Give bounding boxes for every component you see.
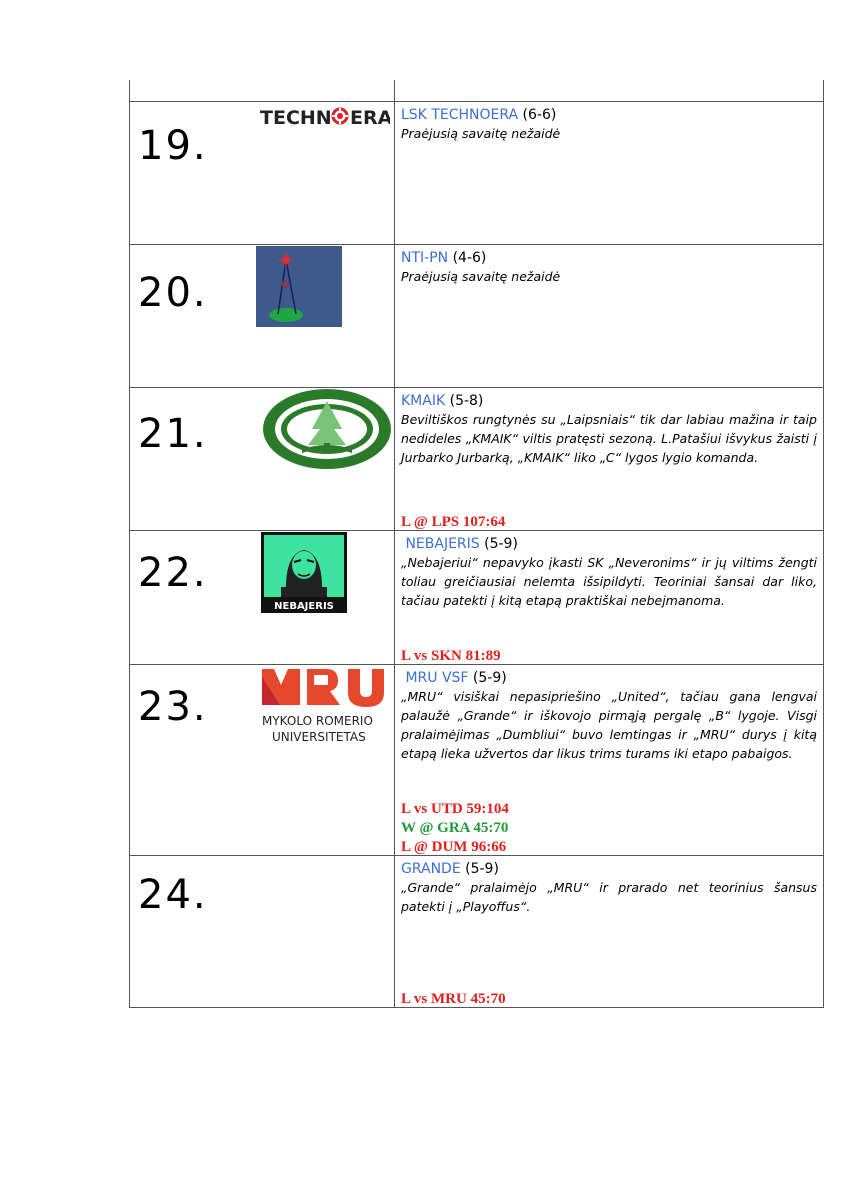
team-heading xyxy=(401,106,817,124)
team-description: „MRU“ visiškai nepasipriešino „United“, tačiau gana lengvai palaužė „Grande“ ir iškovojo pirmąją pergalę „B“ lygoje. Visgi pralaimėjimas „Dumbliui“ buvo lemtingas ir „MRU“ durys į kitą etapą lieka užvertos dar likus trims turams iki etapo pabaigos. xyxy=(401,689,817,761)
team-name: NTI-PN xyxy=(401,250,449,266)
column-divider xyxy=(394,245,395,387)
team-record: (5-9) xyxy=(460,861,499,877)
team-record: (6-6) xyxy=(518,107,557,123)
mru-logo-line2: UNIVERSITETAS xyxy=(272,730,366,744)
team-heading xyxy=(401,860,817,878)
column-divider xyxy=(394,388,395,530)
column-divider xyxy=(394,665,395,855)
team-description: Praėjusią savaitę nežaidė xyxy=(401,126,561,141)
team-description: „Nebajeriui“ nepavyko įkasti SK „Neveronims“ ir jų viltims žengti toliau greičiausiai nelemta išsipildyti. Teoriniai šansai dar liko, tačiau patekti į kitą etapą praktiškai nebejmanoma. xyxy=(401,555,817,608)
game-result: W @ GRA 45:70 xyxy=(401,820,509,836)
kmaik-seal-logo xyxy=(262,389,392,470)
game-result: L vs UTD 59:104 xyxy=(401,801,509,817)
team-record: (5-8) xyxy=(445,393,484,409)
rank-number: 23. xyxy=(138,684,208,730)
team-record: (5-9) xyxy=(468,670,507,686)
team-info xyxy=(401,669,817,853)
team-description: Praėjusią savaitę nežaidė xyxy=(401,269,561,284)
team-record: (4-6) xyxy=(448,250,487,266)
column-divider xyxy=(394,80,395,101)
logo-caption: NEBAJERIS xyxy=(274,601,334,612)
table-row xyxy=(129,102,824,245)
team-name: NEBAJERIS xyxy=(405,536,480,552)
game-result: L vs MRU 45:70 xyxy=(401,991,506,1007)
team-heading xyxy=(401,535,817,553)
team-info xyxy=(401,392,817,528)
column-divider xyxy=(394,102,395,244)
team-name: LSK TECHNOERA xyxy=(401,107,519,123)
standings-table xyxy=(129,80,824,1008)
team-heading xyxy=(401,669,817,687)
team-info xyxy=(401,249,817,385)
rank-number: 19. xyxy=(138,123,208,169)
team-description: „Grande“ pralaimėjo „MRU“ ir prarado net teorinius šansus patekti į „Playoffus“. xyxy=(401,880,817,914)
game-result: L vs SKN 81:89 xyxy=(401,648,501,664)
table-row xyxy=(129,531,824,665)
technoera-logo xyxy=(260,106,390,128)
table-row-previous xyxy=(129,80,824,102)
team-heading xyxy=(401,249,817,267)
mru-logo-line1: MYKOLO ROMERIO xyxy=(262,714,373,728)
team-info xyxy=(401,535,817,662)
team-description: Beviltiškos rungtynės su „Laipsniais“ tik dar labiau mažina ir taip nedideles „KMAIK“ viltis pratęsti sezoną. L.Patašiui išvykus žaisti į Jurbarko Jurbarką, „KMAIK“ liko „C“ lygos lygio komanda. xyxy=(401,412,817,465)
logo-text-before: TECHN xyxy=(260,107,332,128)
table-row xyxy=(129,388,824,531)
technoera-emblem-icon xyxy=(332,108,349,125)
game-result: L @ DUM 96:66 xyxy=(401,839,507,855)
table-row xyxy=(129,856,824,1008)
rank-number: 22. xyxy=(138,550,208,596)
rank-number: 20. xyxy=(138,270,208,316)
table-row xyxy=(129,665,824,856)
team-record: (5-9) xyxy=(479,536,518,552)
team-info xyxy=(401,860,817,1005)
rank-number: 21. xyxy=(138,411,208,457)
column-divider xyxy=(394,531,395,664)
rank-number: 24. xyxy=(138,872,208,918)
logo-text-after: ERA xyxy=(350,107,390,128)
game-result: L @ LPS 107:64 xyxy=(401,514,506,530)
team-name: KMAIK xyxy=(401,393,446,409)
mru-logo xyxy=(260,667,392,747)
table-row xyxy=(129,245,824,388)
team-heading xyxy=(401,392,817,410)
team-name: MRU VSF xyxy=(405,670,469,686)
team-name: GRANDE xyxy=(401,861,461,877)
nti-pn-logo xyxy=(256,246,342,327)
column-divider xyxy=(394,856,395,1007)
team-info xyxy=(401,106,817,242)
nebajeris-logo xyxy=(261,532,347,613)
